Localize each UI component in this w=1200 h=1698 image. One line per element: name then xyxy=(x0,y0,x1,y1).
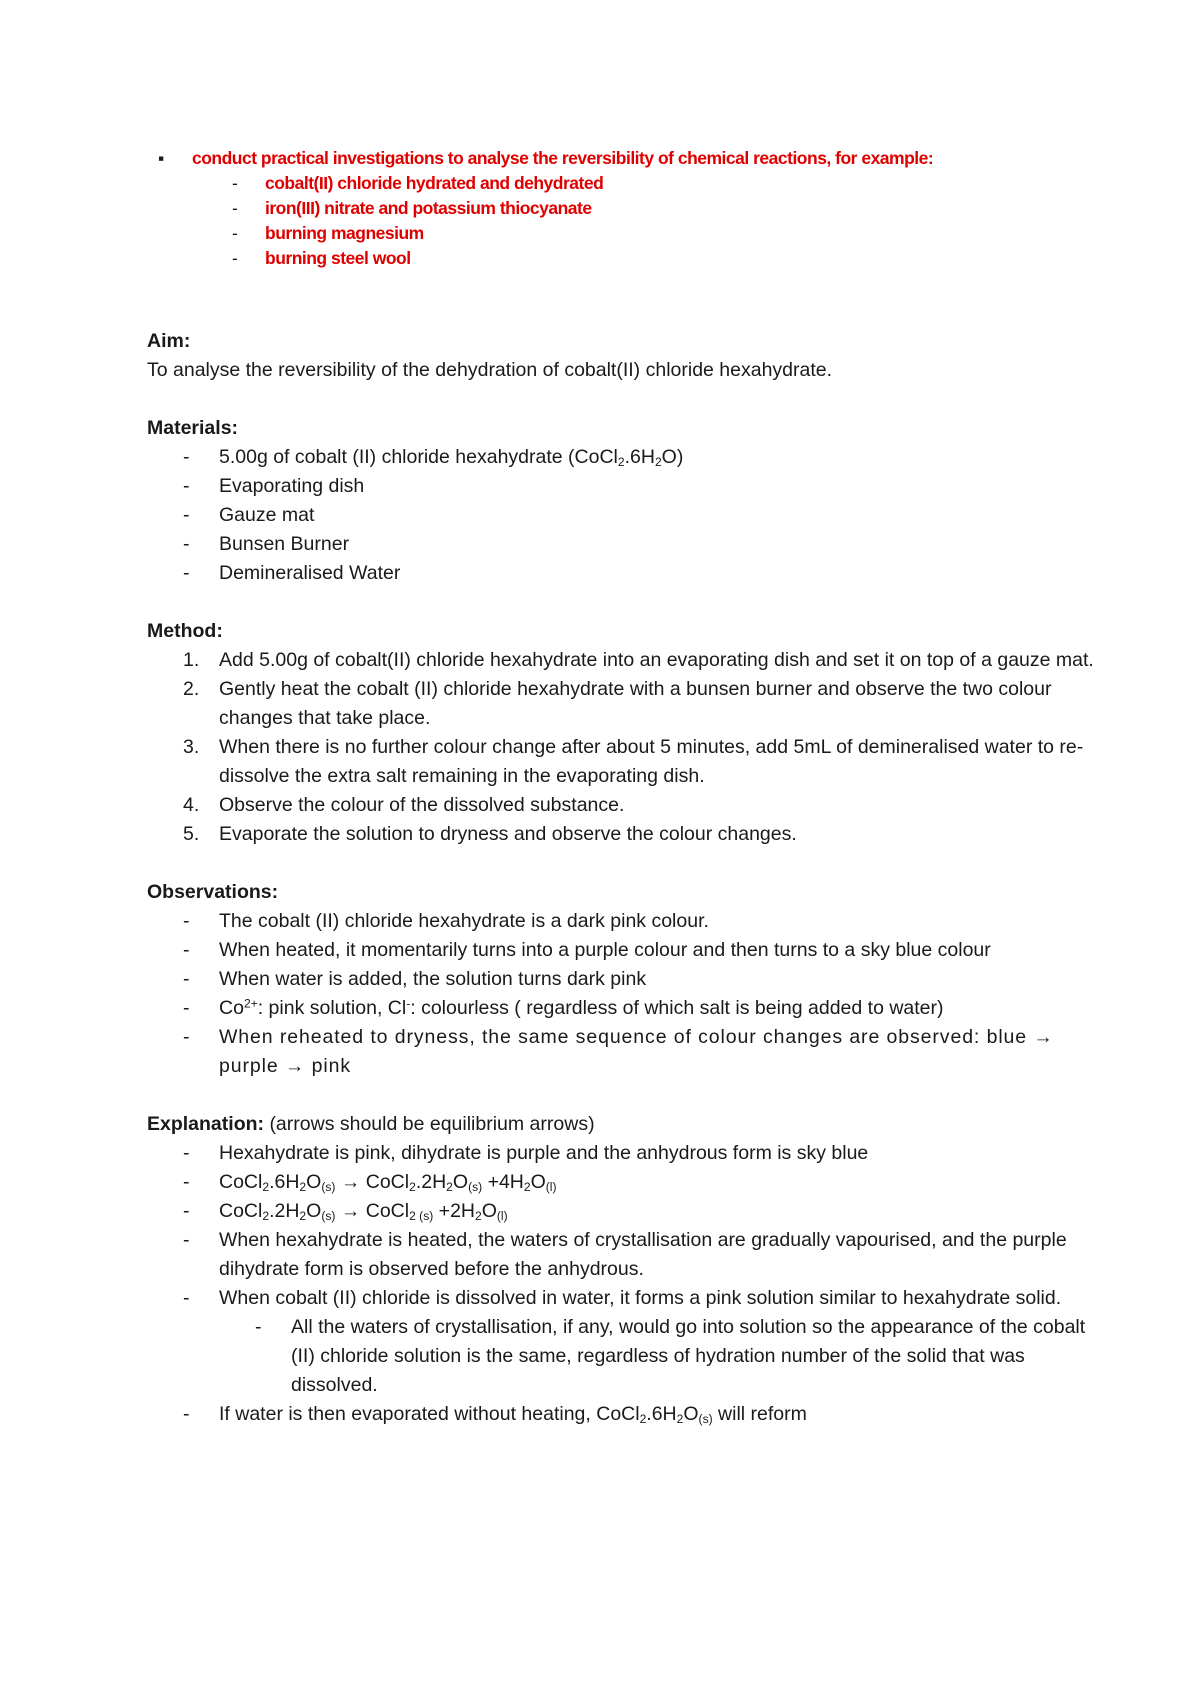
materials-item: - Bunsen Burner xyxy=(183,533,350,555)
outcome-example-text: burning steel wool xyxy=(265,248,411,268)
explanation-item: - When cobalt (II) chloride is dissolved in water, it forms a pink solution similar to hexahydrate solid. xyxy=(183,1287,1062,1309)
method-step: 5. Evaporate the solution to dryness and observe the colour changes. xyxy=(183,823,797,845)
method-step: 4. Observe the colour of the dissolved substance. xyxy=(183,794,625,816)
explanation-heading-line xyxy=(147,1110,1107,1139)
aim-text: To analyse the reversibility of the dehydration of cobalt(II) chloride hexahydrate. xyxy=(147,359,833,381)
equation-2: - $CoCl_2.2H_2O_{(s)}$ → CoCl$_{2 (s)}$ $+2H_2O_{(l)}$ xyxy=(183,1200,508,1224)
method-heading: Method: xyxy=(147,620,223,642)
explanation-item: - When hexahydrate is heated, the waters of crystallisation are gradually vapourised, and the purple dihydrate form is observed before the anhydrous. xyxy=(183,1229,1067,1280)
explanation-subitem: - All the waters of crystallisation, if any, would go into solution so the appearance of the cobalt (II) chloride solution is the same, regardless of hydration number of the solid that was dissolved. xyxy=(255,1316,1086,1396)
equation-1: - $CoCl_2.6H_2O_{(s)}$ → $CoCl_2.2H_2O_{(s)} +4H_2O_{(l)}$ xyxy=(183,1171,557,1195)
observations-heading: Observations: xyxy=(147,881,279,903)
observation-item: - When water is added, the solution turns dark pink xyxy=(183,968,647,990)
method-step: 1. Add 5.00g of cobalt(II) chloride hexahydrate into an evaporating dish and set it on top of a gauze mat. xyxy=(183,649,1094,671)
ion-colours-text: $Co^{2+}$: pink solution, Cl-: colourless ( regardless of which salt is being added to water) xyxy=(219,996,944,1019)
outcome-example-text: cobalt(II) chloride hydrated and dehydrated xyxy=(265,173,604,193)
observation-item: - When reheated to dryness, the same sequence of colour changes are observed: blue → purple → pink xyxy=(183,1026,1054,1077)
dash-bullet: - xyxy=(232,173,238,193)
outcome-text: conduct practical investigations to analyse the reversibility of chemical reactions, for example: xyxy=(192,148,934,168)
observation-item: - When heated, it momentarily turns into a purple colour and then turns to a sky blue colour xyxy=(183,939,991,961)
materials-item: - Evaporating dish xyxy=(183,475,365,497)
dash-bullet: - xyxy=(232,248,238,268)
materials-item: - Gauze mat xyxy=(183,504,315,526)
dash-bullet: - xyxy=(232,223,238,243)
explanation-item: - Hexahydrate is pink, dihydrate is purple and the anhydrous form is sky blue xyxy=(183,1142,869,1164)
outcome-example-text: burning magnesium xyxy=(265,223,424,243)
explanation-note: (arrows should be equilibrium arrows) xyxy=(269,1113,595,1135)
aim-heading: Aim: xyxy=(147,330,191,352)
observation-item: - $Co^{2+}$: pink solution, Cl-: colourless ( regardless of which salt is being added to water) xyxy=(147,994,1107,1023)
observation-item: - The cobalt (II) chloride hexahydrate is a dark pink colour. xyxy=(183,910,709,932)
dash-bullet: - xyxy=(232,198,238,218)
materials-heading: Materials: xyxy=(147,417,239,439)
method-step: 3. When there is no further colour change after about 5 minutes, add 5mL of demineralised water to re-dissolve the extra salt remaining in the evaporating dish. xyxy=(183,736,1084,787)
outcome-example-text: iron(III) nitrate and potassium thiocyanate xyxy=(265,198,592,218)
materials-item: - 5.00g of cobalt (II) chloride hexahydrate $(CoCl_2.6H_2O)$ xyxy=(147,443,1107,472)
method-step: 2. Gently heat the cobalt (II) chloride hexahydrate with a bunsen burner and observe the two colour changes that take place. xyxy=(183,678,1052,729)
materials-item-text: 5.00g of cobalt (II) chloride hexahydrate $(CoCl_2.6H_2O)$ xyxy=(219,446,684,470)
materials-item: - Demineralised Water xyxy=(183,562,401,584)
report-body xyxy=(147,327,1107,1429)
explanation-item: - If water is then evaporated without heating, $CoCl_2.6H_2O_{(s)}$ will reform xyxy=(183,1403,807,1427)
square-bullet-icon: ▪ xyxy=(158,148,164,168)
explanation-heading: Explanation: xyxy=(147,1113,265,1135)
